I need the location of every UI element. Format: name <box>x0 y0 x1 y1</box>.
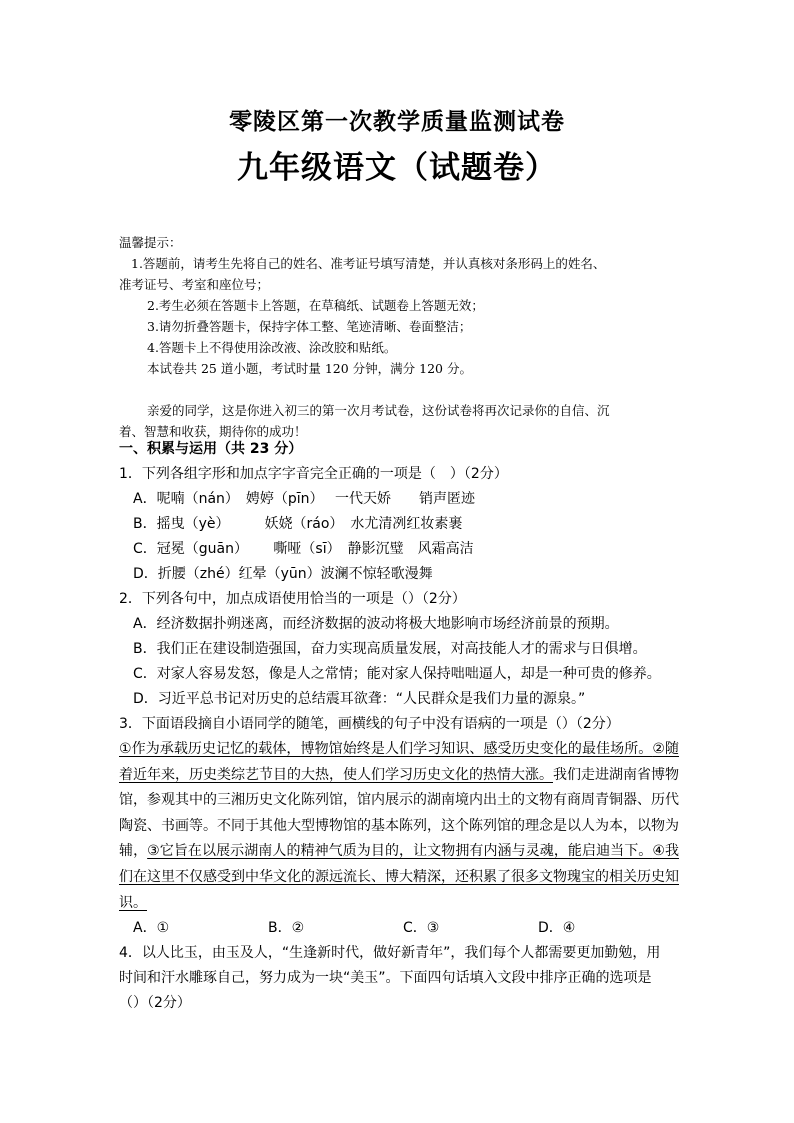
q1-stem: 1．下列各组字形和加点字字音完全正确的一项是（ ）（2分） <box>119 466 508 482</box>
q3-sentence-3: ③它旨在以展示湖南人的精神气质为目的，让文物拥有内涵与灵魂，能启迪当下。 <box>147 843 653 860</box>
greeting-line-1: 亲爱的同学，这是你进入初三的第一次月考试卷，这份试卷将再次记录你的自信、沉 <box>147 403 610 418</box>
q2-option-a: A．经济数据扑朔迷离，而经济数据的波动将极大地影响市场经济前景的预期。 <box>133 616 619 632</box>
q3-option-a: A．① <box>133 920 170 937</box>
section-heading: 一、积累与运用（共 23 分） <box>119 441 303 457</box>
q2-stem: 2．下列各句中，加点成语使用恰当的一项是（）（2分） <box>119 591 466 607</box>
tip-item-2: 2.考生必须在答题卡上答题，在草稿纸、试题卷上答题无效； <box>147 298 484 313</box>
q3-passage-body: 我们走进湖南省博物馆，参观其中的三湘历史文化陈列馆，馆内展示的湖南境内出土的文物有商周青铜器、历代陶瓷、书画等。不同于其他大型博物馆的基本陈列，这个陈列馆的理念是以人为本，以物为辅， <box>119 766 679 860</box>
q1-option-a: A．呢喃（nán） 娉婷（pīn） 一代天娇 销声匿迹 <box>133 491 476 507</box>
questions <box>119 437 679 1016</box>
q3-sentence-2: ②随着近年来，历史类综艺节目的大热，使人们学习历史文化的热情大涨。 <box>119 741 679 783</box>
q1-option-b: B．摇曳（yè） 妖娆（ráo） 水尤清冽红妆素裹 <box>133 516 463 532</box>
q3-option-c: C．③ <box>403 920 440 937</box>
tips-block <box>119 232 679 442</box>
q3-passage <box>119 737 679 916</box>
q3-option-d: D．④ <box>538 920 576 937</box>
q2-option-d: D．习近平总书记对历史的总结震耳欲聋：“人民群众是我们力量的源泉。” <box>133 691 586 707</box>
q3-sentence-1: ①作为承载历史记忆的载体，博物馆始终是人们学习知识、感受历史变化的最佳场所。 <box>119 741 653 757</box>
tip-item-3: 3.请勿折叠答题卡，保持字体工整、笔迹清晰、卷面整洁； <box>147 319 472 334</box>
exam-title: 零陵区第一次教学质量监测试卷 <box>229 109 565 135</box>
spacer <box>119 379 679 400</box>
tips-heading: 温馨提示： <box>119 235 182 250</box>
q2-option-b: B．我们正在建设制造强国，奋力实现高质量发展，对高技能人才的需求与日俱增。 <box>133 641 647 657</box>
q4-stem-line-3: （）（2分） <box>119 995 191 1012</box>
q3-stem: 3．下面语段摘自小语同学的随笔，画横线的句子中没有语病的一项是（）（2分） <box>119 716 620 732</box>
q4-stem-line-2: 时间和汗水雕琢自己，努力成为一块“美玉”。下面四句话填入文段中排序正确的选项是 <box>119 970 652 987</box>
tip-item-1: 1.答题前，请考生先将自己的姓名、准考证号填写清楚，并认真核对条形码上的姓名、 <box>131 256 606 271</box>
tip-item-1-cont: 准考证号、考室和座位号； <box>119 277 270 292</box>
q3-option-b: B．② <box>268 920 305 937</box>
exam-subtitle: 九年级语文（试题卷） <box>237 150 557 186</box>
tip-summary: 本试卷共 25 道小题，考试时量 120 分钟，满分 120 分。 <box>147 361 472 376</box>
q3-options <box>119 916 679 941</box>
q1-option-c: C．冠冕（guān） 嘶哑（sī） 静影沉璧 风霜高洁 <box>133 541 474 557</box>
greeting-line-2: 着、智慧和收获，期待你的成功！ <box>119 424 307 439</box>
q3-sentence-4: ④我们在这里不仅感受到中华文化的源远流长、博大精深，还积累了很多文物瑰宝的相关历史知识。 <box>119 843 679 911</box>
q4-stem-line-1: 4．以人比玉，由玉及人，“生逢新时代，做好新青年”，我们每个人都需要更加勤勉，用 <box>119 945 661 962</box>
q1-option-d: D．折腰（zhé）红晕（yūn）波澜不惊轻歌漫舞 <box>133 566 433 582</box>
q2-option-c: C．对家人容易发怒，像是人之常情；能对家人保持咄咄逼人，却是一种可贵的修养。 <box>133 666 661 682</box>
tip-item-4: 4.答题卡上不得使用涂改液、涂改胶和贴纸。 <box>147 340 397 355</box>
